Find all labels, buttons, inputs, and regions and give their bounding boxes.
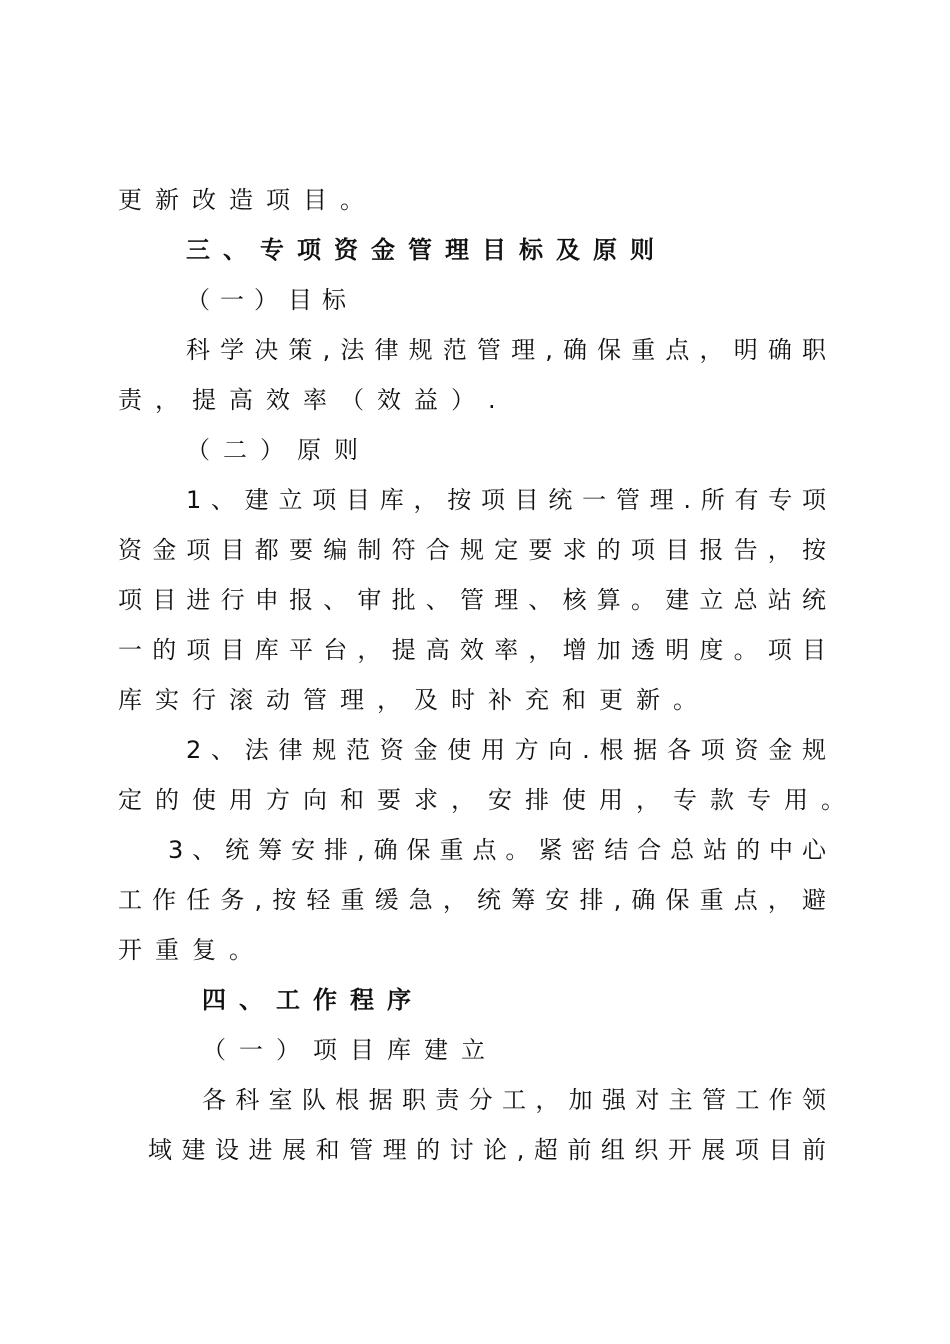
subsection-heading: （一）项目库建立 [202,1036,498,1064]
body-line: 一的项目库平台，提高效率，增加透明度。项目 [118,636,826,664]
body-line: 资金项目都要编制符合规定要求的项目报告，按 [118,536,826,564]
body-line: 开重复。 [118,936,266,964]
body-line: 责，提高效率（效益）. [118,386,509,414]
body-line: 各科室队根据职责分工，加强对主管工作领 [202,1086,826,1114]
section-heading: 三、专项资金管理目标及原则 [186,236,667,264]
body-line: 科学决策,法律规范管理,确保重点，明确职 [186,336,826,364]
body-line: 域建设进展和管理的讨论,超前组织开展项目前 [148,1136,826,1164]
body-line: 定的使用方向和要求，安排使用，专款专用。 [118,786,858,814]
section-heading: 四、工作程序 [202,986,424,1014]
body-line: 2、法律规范资金使用方向.根据各项资金规 [186,736,826,764]
body-line: 3、统筹安排,确保重点。紧密结合总站的中心 [168,836,826,864]
subsection-heading: （二）原则 [186,436,371,464]
body-line: 项目进行申报、审批、管理、核算。建立总站统 [118,586,826,614]
body-line: 工作任务,按轻重缓急，统筹安排,确保重点，避 [118,886,826,914]
subsection-heading: （一）目标 [186,286,356,314]
body-line: 更新改造项目。 [118,186,377,214]
body-line: 1、建立项目库，按项目统一管理.所有专项 [186,486,826,514]
body-line: 库实行滚动管理，及时补充和更新。 [118,686,710,714]
